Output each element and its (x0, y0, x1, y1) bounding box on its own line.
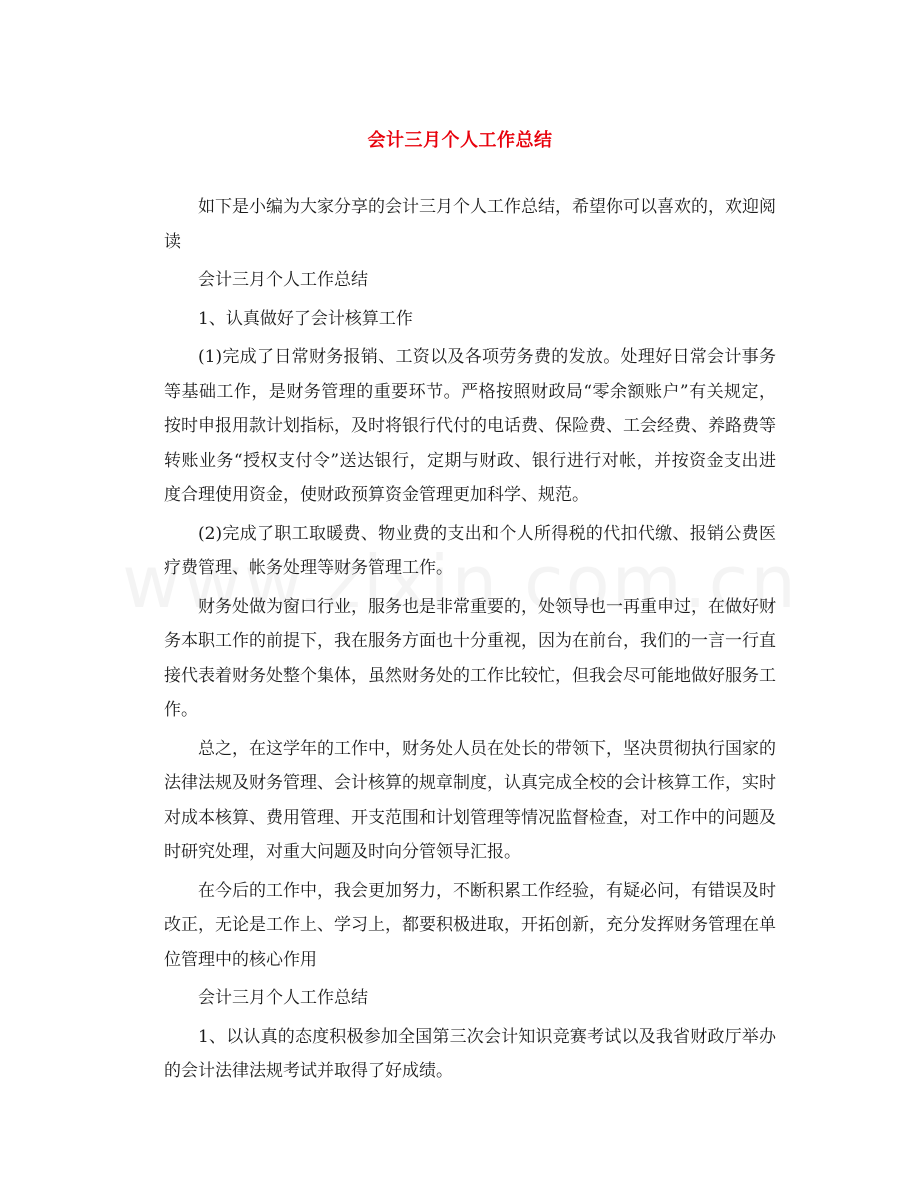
section-heading: 会计三月个人工作总结 (198, 988, 368, 1008)
body-paragraph: 总之，在这学年的工作中，财务处人员在处长的带领下，坚决贯彻执行国家的法律法规及财务管理、会计核算的规章制度，认真完成全校的会计核算工作，实时对成本核算、费用管理、开支范围和计划管理等情况监督检查，对工作中的问题及时研究处理，对重大问题及时向分管领导汇报。 (164, 738, 776, 862)
document-body (164, 190, 776, 1093)
body-paragraph: (1)完成了日常财务报销、工资以及各项劳务费的发放。处理好日常会计事务等基础工作，是财务管理的重要环节。严格按照财政局“零余额账户”有关规定，按时申报用款计划指标，及时将银行代付的电话费、保险费、工会经费、养路费等转账业务“授权支付令”送达银行，定期与财政、银行进行对帐，并按资金支出进度合理使用资金，使财政预算资金管理更加科学、规范。 (164, 347, 776, 505)
page-title: 会计三月个人工作总结 (367, 130, 553, 151)
body-paragraph: 1、以认真的态度积极参加全国第三次会计知识竞赛考试以及我省财政厅举办的会计法律法规考试并取得了好成绩。 (164, 1026, 776, 1081)
body-paragraph: (2)完成了职工取暖费、物业费的支出和个人所得税的代扣代缴、报销公费医疗费管理、帐务处理等财务管理工作。 (164, 523, 776, 578)
body-paragraph: 财务处做为窗口行业，服务也是非常重要的，处领导也一再重申过，在做好财务本职工作的前提下，我在服务方面也十分重视，因为在前台，我们的一言一行直接代表着财务处整个集体，虽然财务处的工作比较忙，但我会尽可能地做好服务工作。 (164, 596, 776, 720)
item-heading: 1、认真做好了会计核算工作 (198, 308, 413, 329)
intro-paragraph: 如下是小编为大家分享的会计三月个人工作总结，希望你可以喜欢的，欢迎阅读 (164, 197, 776, 252)
body-paragraph: 在今后的工作中，我会更加努力，不断积累工作经验，有疑必问，有错误及时改正，无论是工作上、学习上，都要积极进取，开拓创新，充分发挥财务管理在单位管理中的核心作用 (164, 880, 776, 970)
section-heading: 会计三月个人工作总结 (198, 270, 368, 290)
